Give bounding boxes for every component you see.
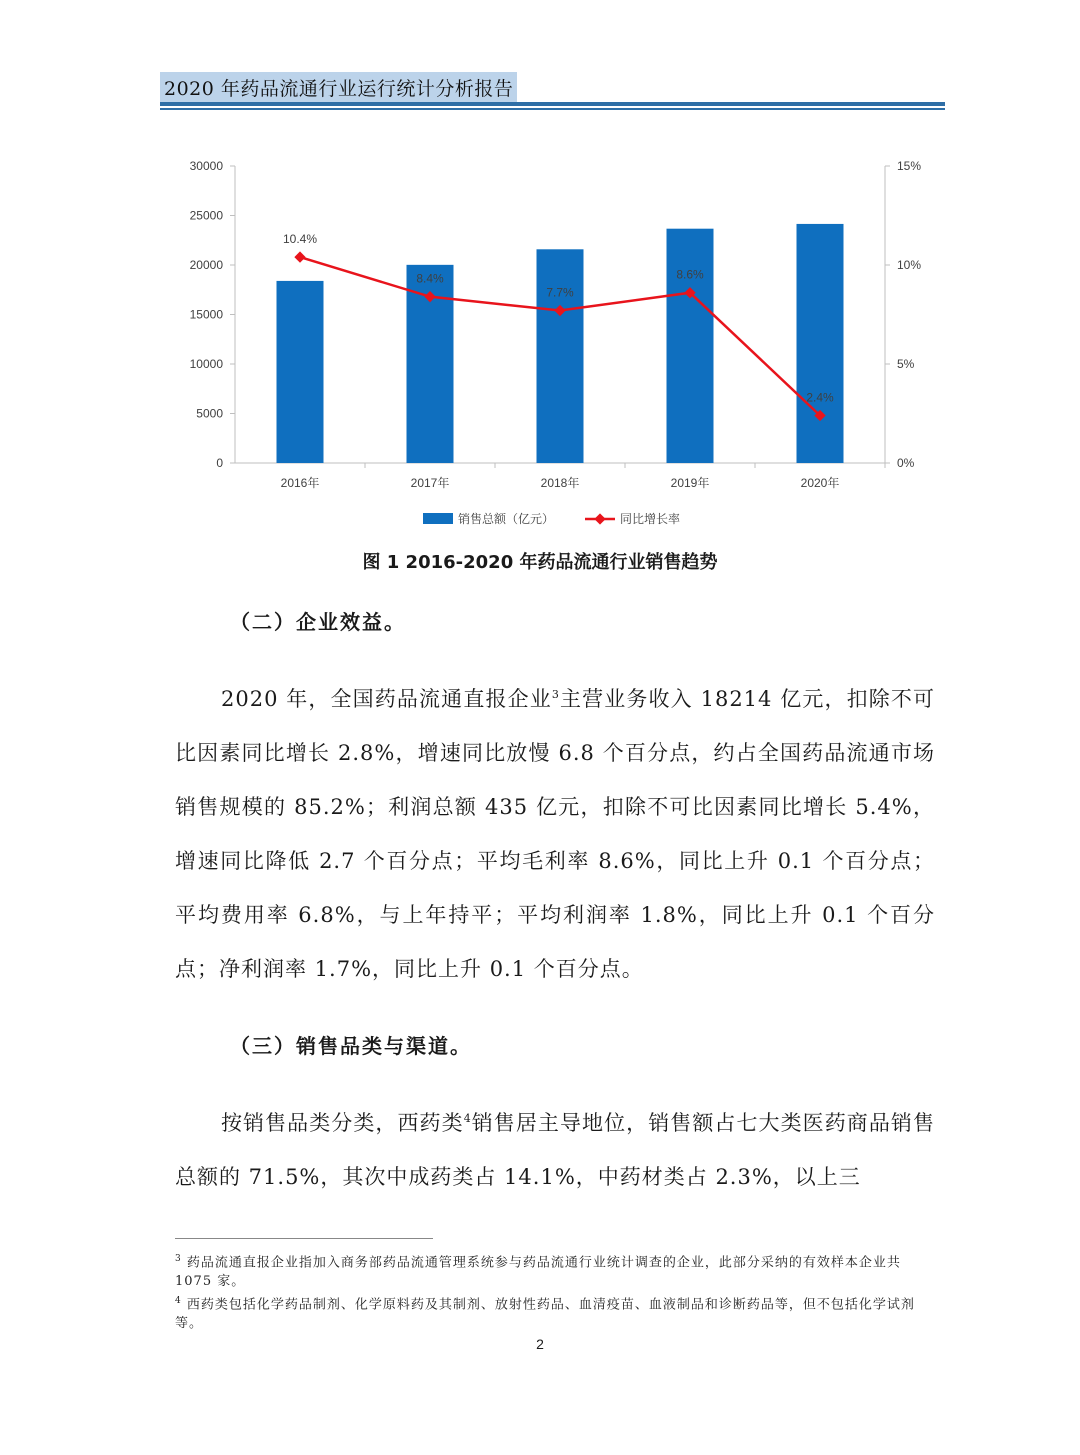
growth-rate-label: 7.7% <box>546 285 574 300</box>
section-heading-sales-category: （三）销售品类与渠道。 <box>230 1034 472 1058</box>
page-number: 2 <box>536 1336 544 1352</box>
left-tick-label: 25000 <box>189 208 223 223</box>
header-rule-thick <box>160 102 945 106</box>
sales-bar <box>797 224 844 463</box>
footnote-mark: 4 <box>175 1296 182 1306</box>
left-tick-label: 5000 <box>196 406 223 421</box>
legend-line-label: 同比增长率 <box>620 512 681 526</box>
paragraph-text: 2020 年，全国药品流通直报企业 <box>221 687 552 711</box>
footnote-ref[interactable]: 4 <box>463 1112 472 1125</box>
x-tick-label: 2017年 <box>410 476 450 490</box>
left-tick-label: 15000 <box>189 307 223 322</box>
legend-line-marker <box>594 513 605 524</box>
section-heading-enterprise-benefit: （二）企业效益。 <box>230 610 406 634</box>
paragraph-text: 主营业务收入 18214 亿元，扣除不可比因素同比增长 2.8%，增速同比放慢 6.8 个百分点，约占全国药品流通市场销售规模的 85.2%；利润总额 435 亿元，扣除不可比因素同比增长 5.4%，增速同比降低 2.7 个百分点；平均毛利率 8.6%，同比上升 0.1 个百分点；平均费用率 6.8%，与上年持平；平均利润率 1.8%，同比上升 0.1 个百分点；净利润率 1.7%，同比上升 0.1 个百分点。 <box>175 687 936 981</box>
paragraph-sales-category <box>175 1096 935 1204</box>
right-tick-label: 15% <box>897 159 922 173</box>
x-tick-label: 2016年 <box>280 476 320 490</box>
right-tick-label: 0% <box>897 456 915 470</box>
paragraph-text: 按销售品类分类，西药类 <box>221 1111 464 1135</box>
growth-rate-point <box>294 251 305 262</box>
sales-bar <box>537 249 584 463</box>
header-rule-thin <box>160 108 945 110</box>
left-tick-label: 0 <box>216 456 223 470</box>
sales-bar <box>667 229 714 463</box>
growth-rate-label: 8.6% <box>676 267 704 282</box>
sales-trend-chart <box>160 150 940 535</box>
footnote-4 <box>175 1292 935 1333</box>
right-tick-label: 5% <box>897 357 915 371</box>
growth-rate-label: 8.4% <box>416 271 444 286</box>
footnote-divider <box>175 1238 433 1239</box>
footnote-text: 西药类包括化学药品制剂、化学原料药及其制剂、放射性药品、血清疫苗、血液制品和诊断药品等，但不包括化学试剂等。 <box>175 1297 915 1332</box>
figure-caption: 图 1 2016-2020 年药品流通行业销售趋势 <box>362 552 718 573</box>
x-tick-label: 2019年 <box>670 476 710 490</box>
left-tick-label: 30000 <box>189 159 223 173</box>
legend-bar-swatch <box>423 513 453 524</box>
legend-bar-label: 销售总额（亿元） <box>458 512 555 526</box>
paragraph-enterprise-benefit <box>175 672 935 996</box>
left-tick-label: 10000 <box>189 357 223 371</box>
report-header <box>160 72 945 103</box>
footnote-ref[interactable]: 3 <box>551 688 560 701</box>
sales-bar <box>277 281 324 463</box>
growth-rate-label: 10.4% <box>282 232 318 247</box>
x-tick-label: 2020年 <box>800 476 840 490</box>
left-tick-label: 20000 <box>189 258 223 272</box>
footnote-mark: 3 <box>175 1254 182 1264</box>
footnote-text: 药品流通直报企业指加入商务部药品流通管理系统参与药品流通行业统计调查的企业，此部分采纳的有效样本企业共 1075 家。 <box>175 1255 901 1290</box>
footnote-3 <box>175 1250 935 1291</box>
x-tick-label: 2018年 <box>540 476 580 490</box>
header-title: 2020 年药品流通行业运行统计分析报告 <box>160 72 517 103</box>
growth-rate-label: 2.4% <box>806 390 834 405</box>
paragraph-text: 销售居主导地位，销售额占七大类医药商品销售总额的 71.5%，其次中成药类占 14.1%，中药材类占 2.3%，以上三 <box>175 1111 935 1189</box>
right-tick-label: 10% <box>897 258 922 272</box>
